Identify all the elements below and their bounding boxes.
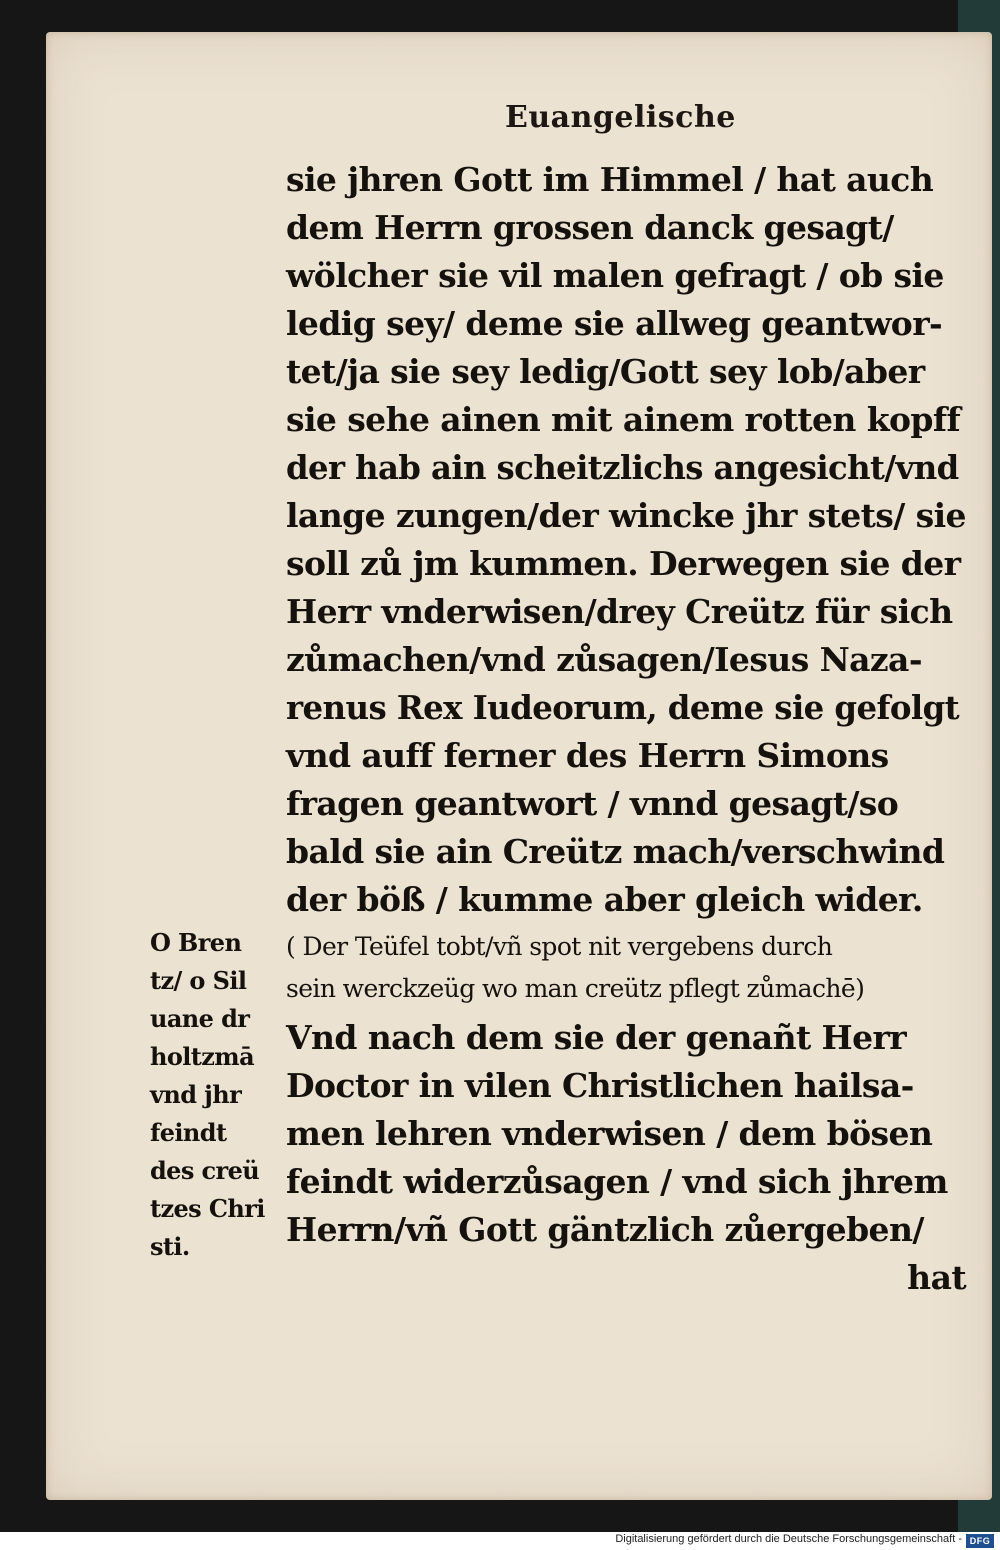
parenthetical-line: ( Der Teüfel tobt/vñ spot nit vergebens durch bbox=[286, 932, 833, 961]
text-line: wölcher sie vil malen gefragt / ob sie bbox=[286, 256, 944, 295]
text-line: sie jhren Gott im Himmel / hat auch bbox=[286, 160, 934, 199]
text-line: zůmachen/vnd zůsagen/Iesus Naza- bbox=[286, 640, 922, 679]
text-line: renus Rex Iudeorum, deme sie gefolgt bbox=[286, 689, 960, 727]
text-line: soll zů jm kummen. Derwegen sie der bbox=[286, 544, 961, 583]
margin-note-line: O Bren bbox=[150, 928, 242, 957]
text-line: sie sehe ainen mit ainem rotten kopff bbox=[286, 400, 961, 439]
text-line: vnd auff ferner des Herrn Simons bbox=[286, 736, 889, 775]
text-line: men lehren vnderwisen / dem bösen bbox=[286, 1114, 933, 1153]
text-line: der hab ain scheitzlichs angesicht/vnd bbox=[286, 449, 959, 487]
body-text bbox=[286, 156, 966, 1302]
running-head: Euangelische bbox=[505, 100, 736, 135]
text-line: Doctor in vilen Christlichen hailsa- bbox=[286, 1066, 914, 1105]
catchword: hat bbox=[907, 1258, 966, 1297]
text-line: der böß / kumme aber gleich wider. bbox=[286, 880, 923, 919]
margin-note-line: feindt bbox=[150, 1118, 227, 1147]
parenthetical-line: sein werckzeüg wo man creütz pflegt zůmachē) bbox=[286, 974, 865, 1003]
margin-note bbox=[150, 924, 280, 1266]
margin-note-line: sti. bbox=[150, 1232, 190, 1261]
dfg-logo[interactable]: DFG bbox=[966, 1534, 994, 1548]
margin-note-line: des creü bbox=[150, 1156, 260, 1185]
text-line: Vnd nach dem sie der genañt Herr bbox=[286, 1018, 907, 1057]
margin-note-line: holtzmā bbox=[150, 1042, 255, 1071]
text-line: feindt widerzůsagen / vnd sich jhrem bbox=[286, 1162, 948, 1201]
text-line: lange zungen/der wincke jhr stets/ sie bbox=[286, 496, 966, 535]
text-line: Herrn/vñ Gott gäntzlich zůergeben/ bbox=[286, 1210, 924, 1249]
text-line: ledig sey/ deme sie allweg geantwor- bbox=[286, 304, 943, 343]
margin-note-line: vnd jhr bbox=[150, 1080, 242, 1109]
text-line: bald sie ain Creütz mach/verschwind bbox=[286, 832, 945, 871]
margin-note-line: tz/ o Sil bbox=[150, 966, 247, 995]
text-line: fragen geantwort / vnnd gesagt/so bbox=[286, 784, 899, 823]
text-line: dem Herrn grossen danck gesagt/ bbox=[286, 208, 894, 247]
margin-note-line: uane dr bbox=[150, 1004, 250, 1033]
funding-credit: Digitalisierung gefördert durch die Deutsche Forschungsgemeinschaft - bbox=[615, 1533, 962, 1545]
text-line: tet/ja sie sey ledig/Gott sey lob/aber bbox=[286, 352, 925, 391]
text-line: Herr vnderwisen/drey Creütz für sich bbox=[286, 592, 953, 631]
margin-note-line: tzes Chri bbox=[150, 1194, 265, 1223]
